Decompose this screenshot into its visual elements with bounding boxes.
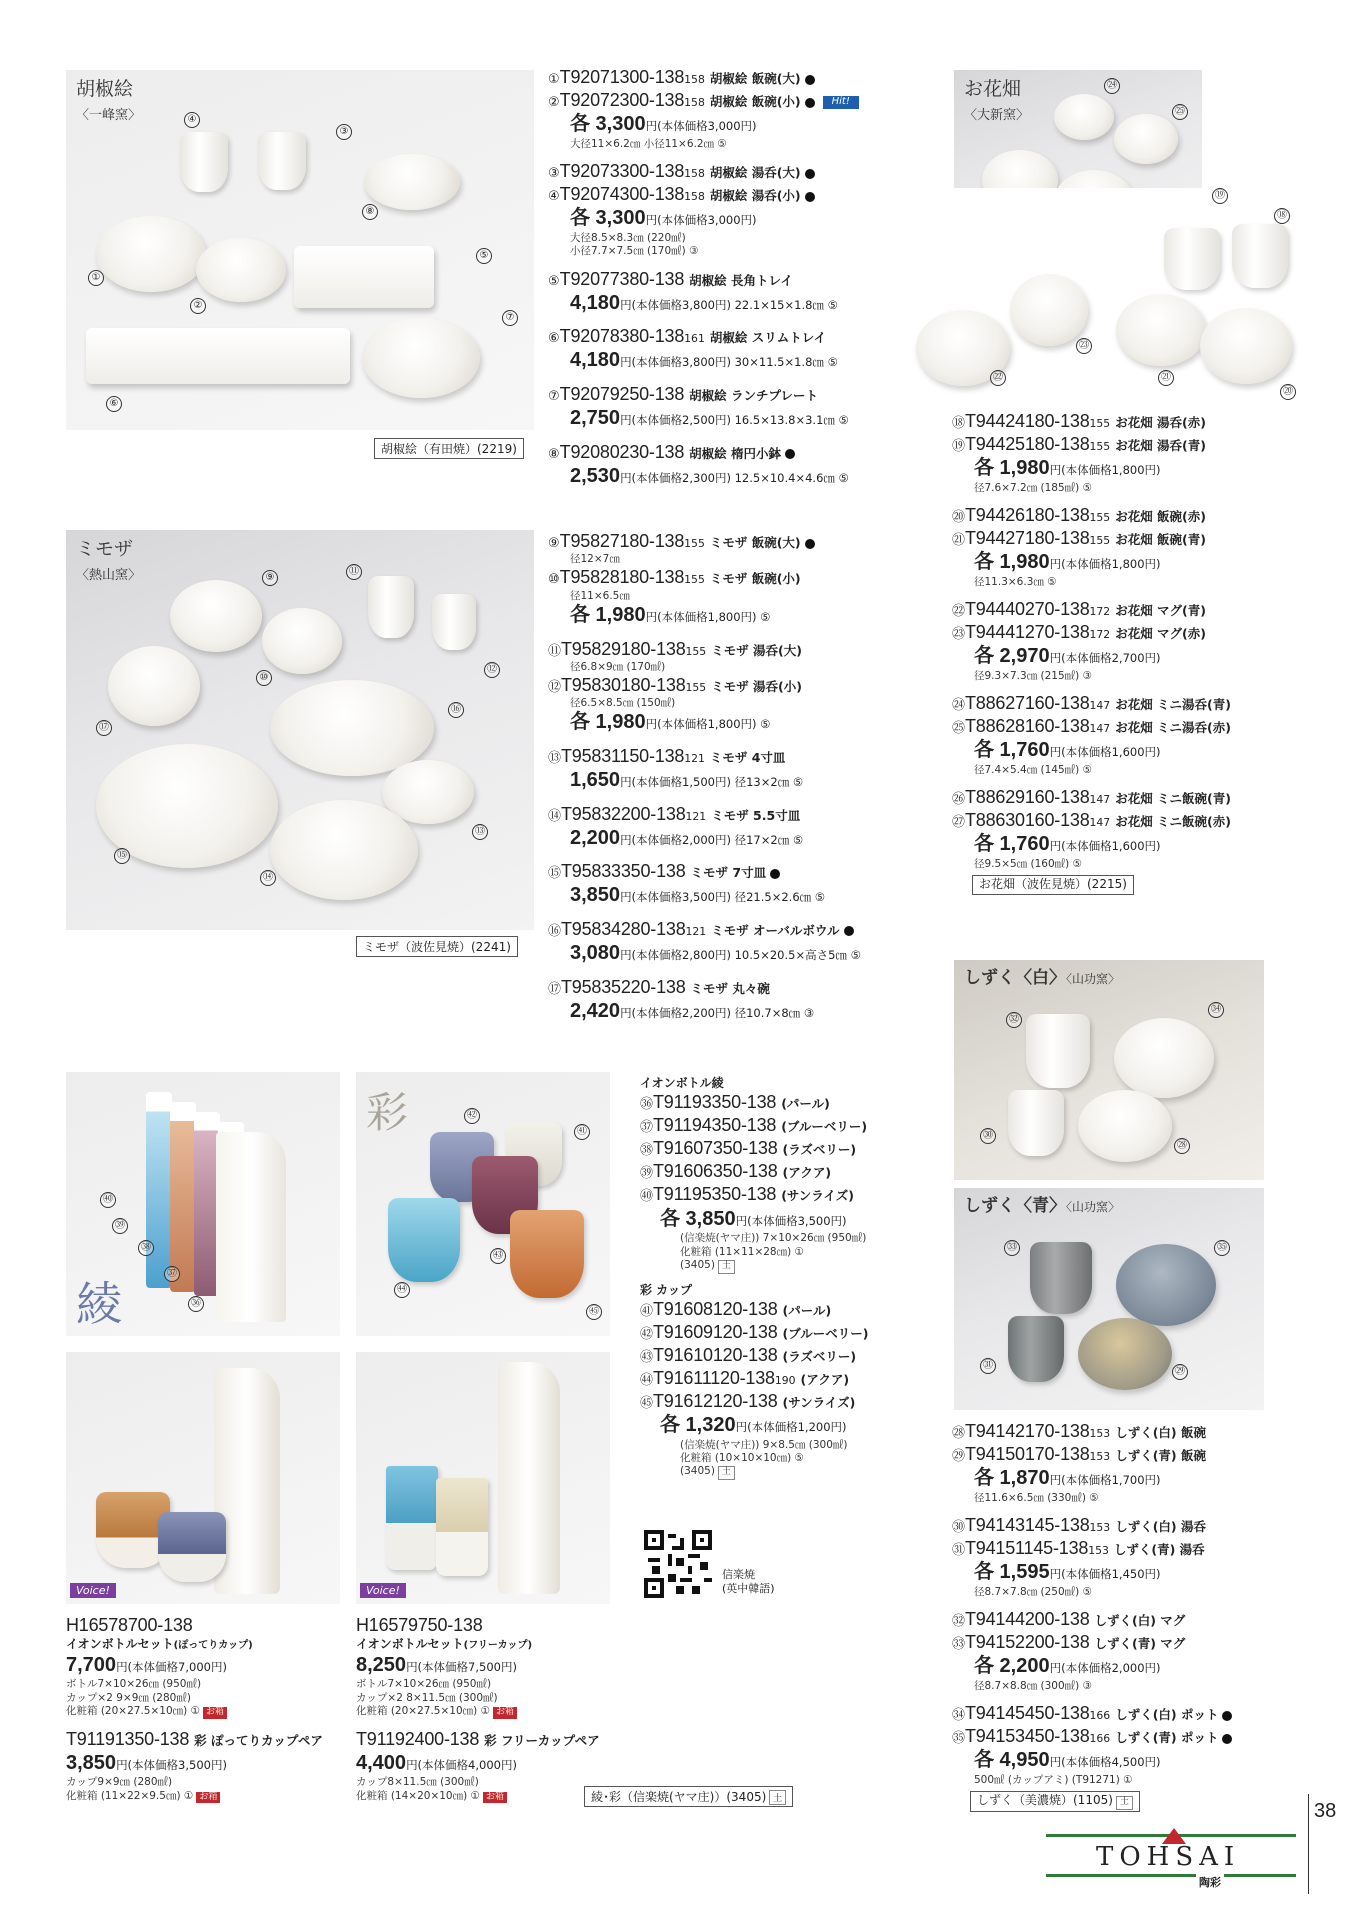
marker: ㉛	[980, 1358, 996, 1374]
price-block: 2,750円(本体価格2,500円) 16.5×13.8×3.1㎝ ⑤	[570, 406, 849, 429]
limited-dot-icon	[805, 75, 815, 85]
rect-tray	[294, 246, 434, 308]
set2-info: H16579750-138 イオンボトルセット(フリーカップ) 8,250円(本体価格7,500円) ボトル7×10×26㎝ (950㎖) カップ×2 8×11.5㎝ (300㎖) 化粧箱 (20×27.5×10㎝) ① お箱 T91192400-138 彩 フリーカップペア 4,400円(本体価格4,000円) カップ8×11.5㎝ (300㎖) 化粧箱 (14×20×10㎝) ① お箱	[356, 1614, 636, 1803]
page-divider	[1308, 1794, 1309, 1894]
item-row: ⑧T92080230-138 胡椒絵 楕円小鉢	[548, 441, 928, 464]
rice-bowl	[96, 216, 206, 292]
item-row: ㉛T94151145-138153 しずく(青) 湯呑	[952, 1538, 1205, 1559]
flower-rice-bowl	[1116, 294, 1206, 366]
price-block: 各 1,870円(本体価格1,700円) 径11.6×6.5㎝ (330㎖) ⑤	[974, 1467, 1161, 1504]
item-detail: 径11×6.5㎝	[570, 589, 630, 602]
flower-rice-bowl	[1200, 308, 1292, 384]
item-row: ㊸T91610120-138 (ラズベリー)	[640, 1344, 857, 1365]
round-bowl	[108, 646, 200, 726]
set-code: H16579750-138	[356, 1615, 483, 1635]
kosho-list	[548, 66, 928, 498]
rice-bowl	[196, 238, 286, 302]
item-row: ⑪T95829180-138155 ミモザ 湯呑(大)	[548, 638, 802, 659]
flower-teacup	[1232, 224, 1288, 288]
bottle	[146, 1092, 172, 1288]
ohanabatake-photo-2	[910, 188, 1302, 406]
aya-bottle-photo	[66, 1072, 340, 1336]
marker: ⑦	[502, 310, 518, 326]
marker: ㊸	[490, 1248, 506, 1264]
page-number: 38	[1314, 1800, 1337, 1822]
rice-bowl	[170, 580, 262, 652]
lunch-plate	[362, 318, 480, 398]
item-row: ㉓T94441270-138172 お花畑 マグ(赤)	[952, 622, 1206, 643]
marker: ⑭	[260, 870, 276, 886]
price-block: 2,530円(本体価格2,300円) 12.5×10.4×4.6㎝ ⑤	[570, 464, 849, 487]
item-row: ㊵T91195350-138 (サンライズ)	[640, 1184, 854, 1205]
ion-heading: イオンボトル綾	[640, 1076, 724, 1090]
item-row: ㊶T91608120-138 (パール)	[640, 1298, 832, 1319]
sai-cup-photo	[356, 1072, 610, 1336]
marker: ㉚	[980, 1128, 996, 1144]
marker: ㊲	[164, 1266, 180, 1282]
marker: ⑩	[256, 670, 272, 686]
item-row: ④T92074300-138158 胡椒絵 湯呑(小)	[548, 183, 928, 206]
shizuku-blue-photo	[954, 1188, 1264, 1410]
price-block: 3,850円(本体価格3,500円) 径21.5×2.6㎝ ⑤	[570, 884, 826, 907]
price-block: 各 1,760円(本体価格1,600円) 径7.4×5.4㎝ (145㎖) ⑤	[974, 739, 1161, 776]
price-block: 各 2,970円(本体価格2,700円) 径9.3×7.3㎝ (215㎖) ③	[974, 645, 1161, 682]
cup	[386, 1466, 438, 1570]
flower-mug	[1010, 274, 1088, 346]
marker: ㉝	[1004, 1240, 1020, 1256]
price-block: 2,200円(本体価格2,000円) 径17×2㎝ ⑤	[570, 826, 804, 849]
ohanabatake-list	[952, 410, 1352, 895]
price-block: 3,080円(本体価格2,800円) 10.5×20.5×高さ5㎝ ⑤	[570, 941, 861, 964]
aya-kanji: 綾	[76, 1277, 122, 1331]
marker: ㉑	[1158, 370, 1174, 386]
marker: ㊵	[100, 1192, 116, 1208]
item-row: ㊷T91609120-138 (ブルーベリー)	[640, 1321, 869, 1342]
item-row: ③T92073300-138158 胡椒絵 湯呑(大)	[548, 160, 928, 183]
teacup	[432, 594, 476, 650]
item-detail: 径6.5×8.5㎝ (150㎖)	[570, 697, 676, 710]
marker: ㉒	[990, 370, 1006, 386]
teapot	[1114, 1018, 1214, 1098]
set1-photo	[66, 1352, 340, 1604]
item-row: ㉝T94152200-138 しずく(青) マグ	[952, 1632, 1186, 1653]
slim-tray	[86, 328, 350, 384]
ion-list	[640, 1076, 940, 1480]
marker: ㊴	[112, 1218, 128, 1234]
item-row: ㉘T94142170-138153 しずく(白) 飯碗	[952, 1421, 1206, 1441]
marker: ㉟	[1214, 1240, 1230, 1256]
price-block: 4,180円(本体価格3,800円) 30×11.5×1.8㎝ ⑤	[570, 349, 838, 372]
item-row: ⑨T95827180-138155 ミモザ 飯碗(大)	[548, 530, 928, 553]
item-row: ㉒T94440270-138172 お花畑 マグ(青)	[952, 599, 1206, 620]
item-row: ㊱T91193350-138 (パール)	[640, 1092, 830, 1113]
item-row: ㉚T94143145-138153 しずく(白) 湯呑	[952, 1515, 1206, 1536]
marker: ⑨	[262, 570, 278, 586]
marker: ⑱	[1274, 208, 1290, 224]
marker: ⑮	[114, 848, 130, 864]
shizuku-caption: しずく（美濃焼）(1105) 土	[970, 1791, 1140, 1812]
limited-dot-icon	[805, 539, 815, 549]
mimoza-list	[548, 530, 928, 1033]
mimoza-kiln: 〈熱山窯〉	[76, 568, 142, 583]
voice-badge: Voice!	[70, 1583, 116, 1598]
hit-badge: Hit!	[823, 96, 859, 109]
marker: ①	[88, 270, 104, 286]
kosho-caption: 胡椒絵（有田焼）(2219)	[374, 438, 524, 459]
set1-info: H16578700-138 イオンボトルセット(ぽってりカップ) 7,700円(本体価格7,000円) ボトル7×10×26㎝ (950㎖) カップ×2 9×9㎝ (280㎖) 化粧箱 (20×27.5×10㎝) ① お箱 T91191350-138 彩 ぽってりカップペア 3,850円(本体価格3,500円) カップ9×9㎝ (280㎖) 化粧箱 (11×22×9.5㎝) ① お箱	[66, 1614, 346, 1803]
price-block: 4,180円(本体価格3,800円) 22.1×15×1.8㎝ ⑤	[570, 291, 838, 314]
marker: ⑯	[448, 702, 464, 718]
qr-code[interactable]	[644, 1530, 712, 1598]
ohanabatake-caption: お花畑（波佐見焼）(2215)	[972, 875, 1134, 894]
marker: ⑥	[106, 396, 122, 412]
price-block: 各 1,980円(本体価格1,800円) 径7.6×7.2㎝ (185㎖) ⑤	[974, 457, 1161, 494]
plate-medium	[270, 800, 418, 900]
cup	[436, 1478, 488, 1576]
item-row: ㉖T88629160-138147 お花畑 ミニ飯碗(青)	[952, 787, 1231, 808]
marker: ⑬	[472, 824, 488, 840]
item-row: ⑦T92079250-138 胡椒絵 ランチプレート	[548, 383, 819, 404]
sai-kanji: 彩	[366, 1088, 409, 1137]
limited-dot-icon	[805, 98, 815, 108]
shizuku-white-photo	[954, 960, 1264, 1180]
set-code: H16578700-138	[66, 1615, 193, 1635]
item-row: ㊴T91606350-138 (アクア)	[640, 1161, 832, 1182]
bottle	[216, 1132, 286, 1322]
cup	[388, 1198, 460, 1282]
marker: ㉘	[1174, 1138, 1190, 1154]
ohanabatake-kiln: 〈大新窯〉	[964, 108, 1030, 123]
item-row: ⑳T94426180-138155 お花畑 飯碗(赤)	[952, 505, 1206, 526]
bottle	[498, 1362, 560, 1594]
mimoza-title: ミモザ	[76, 538, 134, 560]
limited-dot-icon	[785, 449, 795, 459]
mimoza-caption: ミモザ（波佐見焼）(2241)	[356, 936, 518, 957]
item-row: ①T92071300-138158 胡椒絵 飯碗(大)	[548, 66, 928, 89]
price-block: 2,420円(本体価格2,200円) 径10.7×8㎝ ③	[570, 999, 815, 1022]
limited-dot-icon	[770, 869, 780, 879]
marker: ㉞	[1208, 1002, 1224, 1018]
marker: ㊶	[574, 1124, 590, 1140]
cup-heading: 彩 カップ	[640, 1282, 693, 1297]
marker: ㉔	[1104, 78, 1120, 94]
teacup	[180, 132, 228, 192]
kosho-photo	[66, 70, 534, 430]
marker: ⑧	[362, 204, 378, 220]
marker: ⑪	[346, 564, 362, 580]
ion-caption: 綾･彩（信楽焼(ヤマ庄)）(3405) 土	[584, 1786, 793, 1807]
shizuku-list	[952, 1420, 1352, 1812]
price-block: 各 1,760円(本体価格1,600円) 径9.5×5㎝ (160㎖) ⑤	[974, 833, 1161, 871]
cup	[510, 1210, 584, 1298]
item-row: ㊲T91194350-138 (ブルーベリー)	[640, 1115, 868, 1136]
item-row: ㉗T88630160-138147 お花畑 ミニ飯碗(赤)	[952, 810, 1231, 831]
item-row: ㉑T94427180-138155 お花畑 飯碗(青)	[952, 528, 1206, 549]
marker: ⑳	[1280, 384, 1296, 400]
flower-teacup	[1164, 228, 1220, 290]
oval-bowl	[364, 154, 460, 210]
item-row: ⑱T94424180-138155 お花畑 湯呑(赤)	[952, 411, 1206, 431]
item-row: ⑩T95828180-138155 ミモザ 飯碗(小)	[548, 567, 801, 588]
bottle	[170, 1102, 196, 1292]
marker: ⑲	[1212, 188, 1228, 204]
marker: ③	[336, 124, 352, 140]
marker: ㉓	[1076, 338, 1092, 354]
cup	[158, 1512, 226, 1582]
item-detail: 径12×7㎝	[570, 553, 620, 566]
item-row: ⑬T95831150-138121 ミモザ 4寸皿	[548, 746, 786, 767]
teacup	[258, 132, 306, 190]
price-block: 各 3,300円(本体価格3,000円) 大径11×6.2㎝ 小径11×6.2㎝ ⑤	[570, 113, 757, 150]
teacup	[1008, 1090, 1064, 1156]
price-block: 各 1,595円(本体価格1,450円) 径8.7×7.8㎝ (250㎖) ⑤	[974, 1561, 1161, 1598]
limited-dot-icon	[805, 169, 815, 179]
item-row: ⑰T95835220-138 ミモザ 丸々碗	[548, 976, 770, 997]
ohanabatake-title: お花畑	[964, 78, 1022, 100]
price-block: 各 3,850円(本体価格3,500円) (信楽焼(ヤマ庄)) 7×10×26㎝ (950㎖) 化粧箱 (11×11×28㎝) ① (3405) 土	[640, 1207, 940, 1274]
rice-bowl	[1078, 1090, 1172, 1162]
set2-photo	[356, 1352, 610, 1604]
marker: ㉜	[1006, 1012, 1022, 1028]
marker: ④	[184, 112, 200, 128]
marker: ㊱	[188, 1296, 204, 1312]
price-block: 各 1,980円(本体価格1,800円) ⑤	[570, 603, 771, 626]
teacup	[368, 576, 414, 638]
item-row: ⑥T92078380-138161 胡椒絵 スリムトレイ	[548, 326, 827, 347]
item-row: ⑤T92077380-138 胡椒絵 長角トレイ	[548, 268, 793, 289]
teacup	[1008, 1316, 1064, 1382]
marker: ㊳	[138, 1240, 154, 1256]
teapot	[1116, 1244, 1216, 1326]
price-block: 各 2,200円(本体価格2,000円) 径8.7×8.8㎝ (300㎖) ③	[974, 1655, 1161, 1692]
marker: ㉙	[1172, 1364, 1188, 1380]
limited-dot-icon	[1222, 1711, 1232, 1721]
brand-logo: TOHSAI 陶彩	[1046, 1826, 1296, 1886]
price-block: 1,650円(本体価格1,500円) 径13×2㎝ ⑤	[570, 769, 804, 792]
marker: ⑤	[476, 248, 492, 264]
mug	[1026, 1014, 1090, 1088]
item-row: ⑮T95833350-138 ミモザ 7寸皿	[548, 860, 928, 883]
item-detail: 径6.8×9㎝ (170㎖)	[570, 660, 666, 673]
price-block: 各 3,300円(本体価格3,000円) 大径8.5×8.3㎝ (220㎖) 小径7.7×7.5㎝ (170㎖) ③	[570, 207, 757, 258]
marker: ②	[190, 298, 206, 314]
item-row: ㊺T91612120-138 (サンライズ)	[640, 1390, 856, 1411]
shizuku-blue-title: しずく〈青〉〈山功窯〉	[964, 1196, 1121, 1216]
limited-dot-icon	[844, 926, 854, 936]
rice-bowl	[262, 608, 342, 674]
limited-dot-icon	[1222, 1734, 1232, 1744]
price-block: 各 1,980円(本体価格1,800円) 径11.3×6.3㎝ ⑤	[974, 551, 1161, 588]
mug	[1030, 1242, 1092, 1314]
mini-bowl	[1054, 94, 1114, 140]
marker: ⑫	[484, 662, 500, 678]
price-block: 各 4,950円(本体価格4,500円) 500㎖ (カップアミ) (T91271) ①	[974, 1749, 1161, 1786]
item-row: ㉕T88628160-138147 お花畑 ミニ湯呑(赤)	[952, 716, 1231, 737]
mimoza-photo	[66, 530, 534, 930]
marker: ㊺	[586, 1304, 602, 1320]
kosho-kiln: 〈一峰窯〉	[76, 108, 142, 123]
marker: ⑰	[96, 720, 112, 736]
item-row: ㉟T94153450-138166 しずく(青) ポット	[952, 1725, 1352, 1748]
limited-dot-icon	[805, 192, 815, 202]
item-row: ㉔T88627160-138147 お花畑 ミニ湯呑(青)	[952, 693, 1231, 714]
marker: ㉕	[1172, 104, 1188, 120]
item-row: ㊳T91607350-138 (ラズベリー)	[640, 1138, 857, 1159]
qr-label: 信楽焼 (英中韓語)	[722, 1568, 775, 1596]
shizuku-white-title: しずく〈白〉〈山功窯〉	[964, 968, 1121, 988]
price-block: 各 1,980円(本体価格1,800円) ⑤	[570, 711, 771, 734]
marker: ㊹	[394, 1282, 410, 1298]
price-block: 各 1,320円(本体価格1,200円) (信楽焼(ヤマ庄)) 9×8.5㎝ (300㎖) 化粧箱 (10×10×10㎝) ⑤ (3405) 土	[640, 1413, 940, 1480]
rice-bowl	[1078, 1318, 1172, 1390]
item-row: ⑭T95832200-138121 ミモザ 5.5寸皿	[548, 803, 801, 824]
item-row: ②T92072300-138158 胡椒絵 飯碗(小) Hit!	[548, 89, 928, 112]
mini-bowl	[1114, 114, 1178, 164]
item-row: ⑲T94425180-138155 お花畑 湯呑(青)	[952, 434, 1206, 455]
item-row: ㉜T94144200-138 しずく(白) マグ	[952, 1609, 1186, 1630]
item-row: ㉞T94145450-138166 しずく(白) ポット	[952, 1702, 1352, 1725]
item-row: ㉙T94150170-138153 しずく(青) 飯碗	[952, 1444, 1206, 1465]
marker: ㊷	[464, 1108, 480, 1124]
item-row: ㊹T91611120-138190 (アクア)	[640, 1367, 850, 1388]
item-row: ⑫T95830180-138155 ミモザ 湯呑(小)	[548, 675, 802, 695]
item-row: ⑯T95834280-138121 ミモザ オーバルボウル	[548, 918, 928, 941]
voice-badge: Voice!	[360, 1583, 406, 1598]
kosho-title: 胡椒絵	[76, 78, 134, 100]
